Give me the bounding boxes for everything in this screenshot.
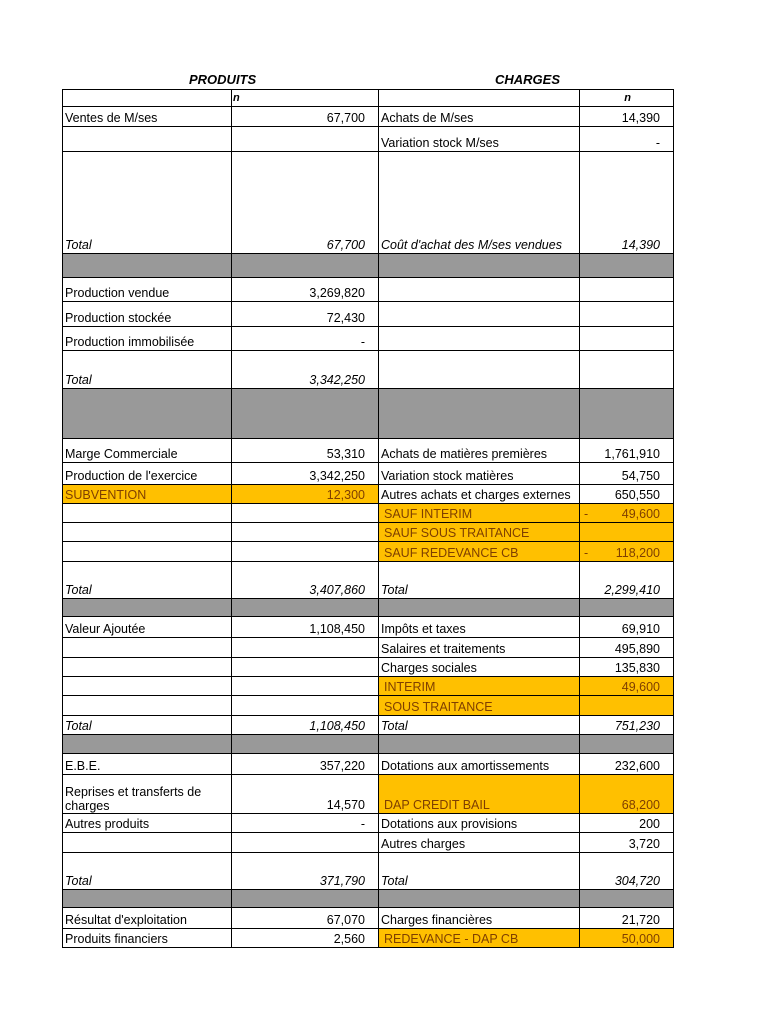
produit-value: 14,570	[232, 775, 379, 814]
table-row	[63, 853, 674, 890]
produit-label: E.B.E.	[63, 754, 232, 775]
produit-total-value: 1,108,450	[232, 716, 379, 735]
charge-value-cell	[580, 542, 674, 562]
separator-row	[63, 599, 674, 617]
produit-label: Résultat d'exploitation	[63, 908, 232, 929]
table-row	[63, 542, 674, 562]
produit-value: 357,220	[232, 754, 379, 775]
charges-n-header: n	[580, 90, 674, 107]
charge-total-value: 751,230	[580, 716, 674, 735]
charge-label: SAUF SOUS TRAITANCE	[379, 523, 580, 542]
table-row	[63, 351, 674, 389]
produit-value: -	[232, 814, 379, 833]
charge-value: 200	[580, 814, 674, 833]
charge-label: Salaires et traitements	[379, 638, 580, 658]
table-row	[63, 658, 674, 677]
produit-total-value: 371,790	[232, 853, 379, 890]
produit-value: 2,560	[232, 929, 379, 948]
produit-value: 53,310	[232, 439, 379, 463]
separator-row	[63, 254, 674, 278]
produit-total-label: Total	[63, 853, 232, 890]
table-row	[63, 152, 674, 254]
table-row	[63, 523, 674, 542]
table-row	[63, 327, 674, 351]
table-row	[63, 485, 674, 504]
produit-value: 3,342,250	[232, 463, 379, 485]
produit-total-label: Total	[63, 351, 232, 389]
table-row	[63, 696, 674, 716]
table-row	[63, 278, 674, 302]
table-row	[63, 754, 674, 775]
charges-header: CHARGES	[495, 72, 561, 87]
produit-value: 67,700	[232, 107, 379, 127]
charge-label: SAUF REDEVANCE CB	[379, 542, 580, 562]
charge-value: 1,761,910	[580, 439, 674, 463]
table-row	[63, 775, 674, 814]
produit-label: SUBVENTION	[63, 485, 232, 504]
charge-label: Autres charges	[379, 833, 580, 853]
charge-value: 49,600	[621, 507, 660, 521]
produit-value: 3,269,820	[232, 278, 379, 302]
charge-label: REDEVANCE - DAP CB	[379, 929, 580, 948]
produit-label: Ventes de M/ses	[63, 107, 232, 127]
column-header-row	[63, 90, 674, 107]
charge-label: DAP CREDIT BAIL	[379, 775, 580, 814]
charge-value: 50,000	[580, 929, 674, 948]
table-row	[63, 814, 674, 833]
charge-label: Charges financières	[379, 908, 580, 929]
produit-total-label: Total	[63, 716, 232, 735]
charge-value: 135,830	[580, 658, 674, 677]
charge-value: 495,890	[580, 638, 674, 658]
table-row	[63, 463, 674, 485]
charge-total-label: Total	[379, 853, 580, 890]
charge-label: Dotations aux provisions	[379, 814, 580, 833]
produit-label: Reprises et transferts de charges	[63, 775, 232, 814]
table-row	[63, 562, 674, 599]
charge-label: Charges sociales	[379, 658, 580, 677]
table-row	[63, 107, 674, 127]
charge-value: 14,390	[580, 107, 674, 127]
charge-value: 650,550	[580, 485, 674, 504]
produit-label: Valeur Ajoutée	[63, 617, 232, 638]
charge-value: 21,720	[580, 908, 674, 929]
charge-total-value: 14,390	[580, 152, 674, 254]
charge-label: Achats de matières premières	[379, 439, 580, 463]
produit-label: Production stockée	[63, 302, 232, 327]
produit-label: Produits financiers	[63, 929, 232, 948]
produits-n-header: n	[232, 90, 379, 107]
charge-value: 232,600	[580, 754, 674, 775]
charge-total-label: Total	[379, 562, 580, 599]
produit-value: 72,430	[232, 302, 379, 327]
produit-total-value: 3,342,250	[232, 351, 379, 389]
produit-label: Production immobilisée	[63, 327, 232, 351]
charge-label: SAUF INTERIM	[379, 504, 580, 523]
charge-label: Dotations aux amortissements	[379, 754, 580, 775]
charge-total-label: Coût d'achat des M/ses vendues	[379, 152, 580, 254]
charge-value: 49,600	[580, 677, 674, 696]
negative-sign: -	[584, 507, 589, 521]
charge-value: 68,200	[580, 775, 674, 814]
charge-value: 69,910	[580, 617, 674, 638]
separator-row	[63, 389, 674, 439]
charge-label: Impôts et taxes	[379, 617, 580, 638]
charge-value: -	[580, 127, 674, 152]
produit-value: 1,108,450	[232, 617, 379, 638]
charge-value: 54,750	[580, 463, 674, 485]
produit-total-label: Total	[63, 152, 232, 254]
table-row	[63, 908, 674, 929]
produit-value: 12,300	[232, 485, 379, 504]
table-row	[63, 638, 674, 658]
table-row	[63, 302, 674, 327]
table-row	[63, 716, 674, 735]
table-row	[63, 504, 674, 523]
produit-value: 67,070	[232, 908, 379, 929]
table-row	[63, 833, 674, 853]
table-row	[63, 929, 674, 948]
separator-row	[63, 890, 674, 908]
charge-label: Variation stock M/ses	[379, 127, 580, 152]
charge-label: INTERIM	[379, 677, 580, 696]
table-row	[63, 127, 674, 152]
charge-total-value: 2,299,410	[580, 562, 674, 599]
charge-label: Variation stock matières	[379, 463, 580, 485]
table-row	[63, 617, 674, 638]
produit-label: Autres produits	[63, 814, 232, 833]
separator-row	[63, 735, 674, 754]
produit-label: Production de l'exercice	[63, 463, 232, 485]
produits-header: PRODUITS	[189, 72, 257, 87]
charge-value-cell	[580, 504, 674, 523]
charge-value: 118,200	[615, 546, 660, 560]
produit-value: -	[232, 327, 379, 351]
charge-label: SOUS TRAITANCE	[379, 696, 580, 716]
charge-total-label: Total	[379, 716, 580, 735]
charge-total-value: 304,720	[580, 853, 674, 890]
produit-label: Production vendue	[63, 278, 232, 302]
produit-label: Marge Commerciale	[63, 439, 232, 463]
produit-total-label: Total	[63, 562, 232, 599]
charge-label: Autres achats et charges externes	[379, 485, 580, 504]
charge-value: 3,720	[580, 833, 674, 853]
income-statement-table	[62, 89, 674, 948]
table-row	[63, 677, 674, 696]
table-row	[63, 439, 674, 463]
produit-total-value: 67,700	[232, 152, 379, 254]
negative-sign: -	[584, 546, 589, 560]
charge-label: Achats de M/ses	[379, 107, 580, 127]
produit-total-value: 3,407,860	[232, 562, 379, 599]
